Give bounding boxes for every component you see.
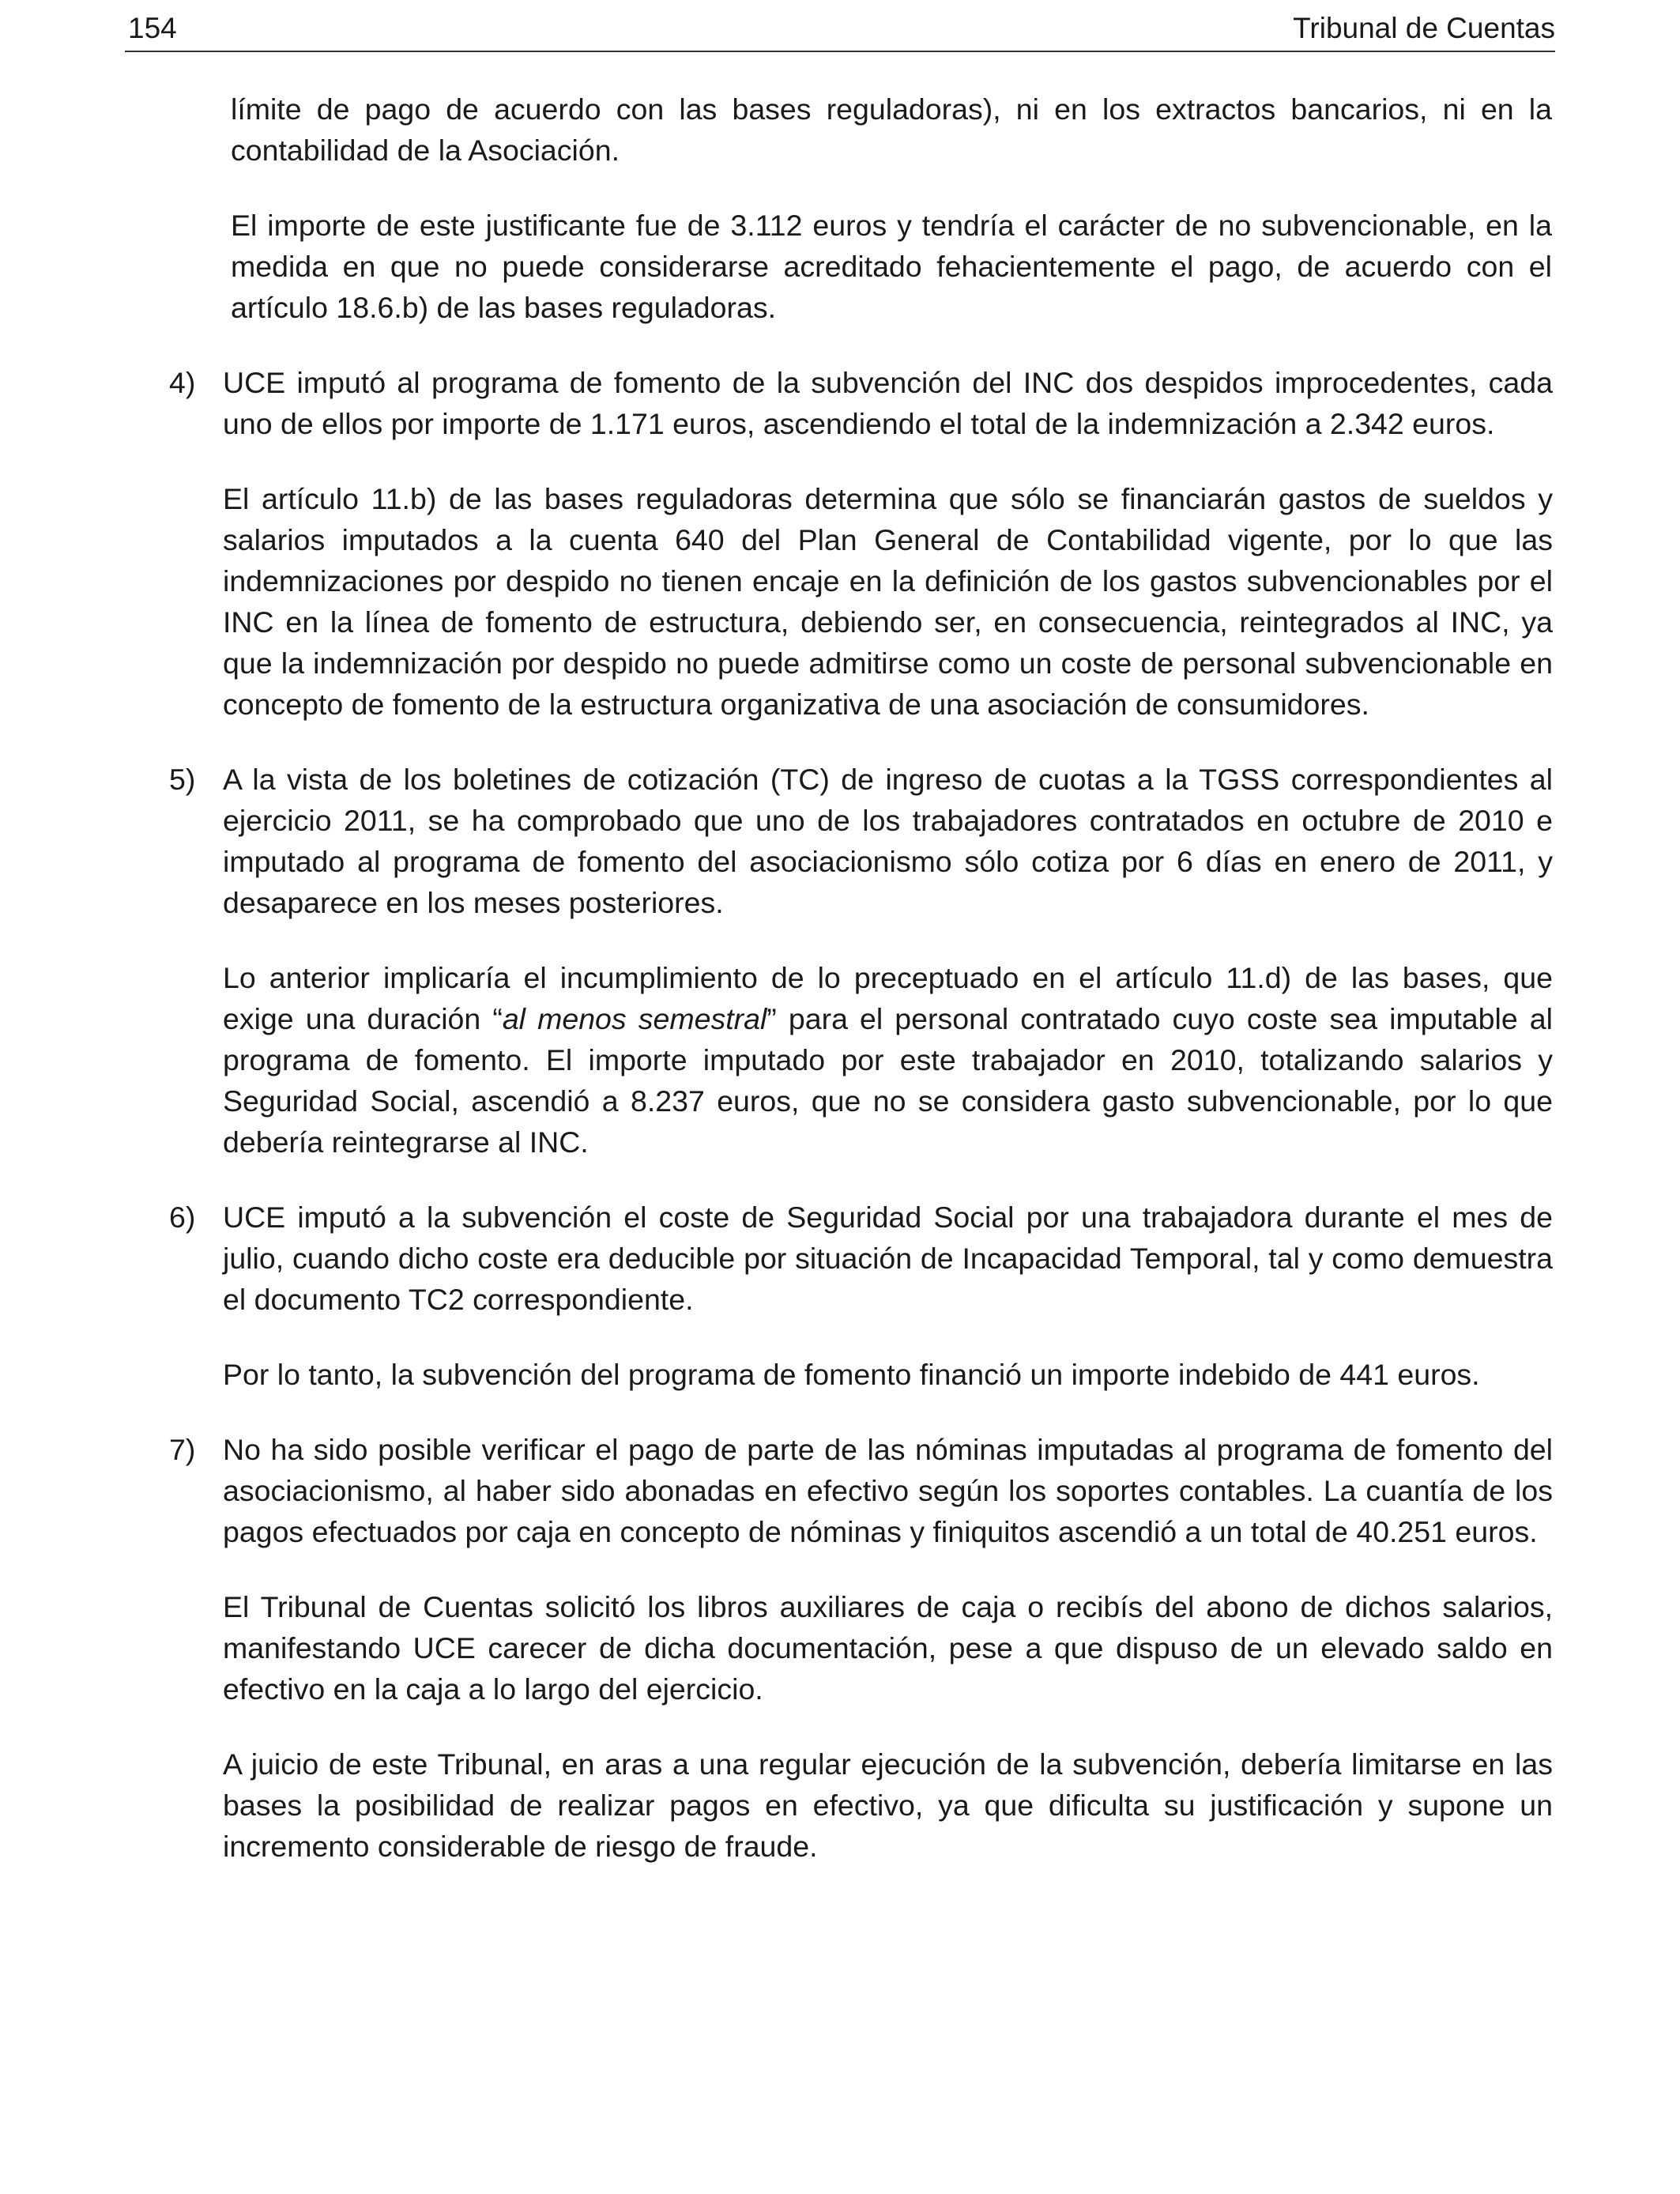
item-paragraph: A juicio de este Tribunal, en aras a una regular ejecución de la subvención, debería limitarse en las bases la posibilidad de realizar pagos en efectivo, ya que dificulta su justificación y supone un incremento considerable de riesgo de fraude. xyxy=(223,1747,1553,1863)
continuation-paragraph: límite de pago de acuerdo con las bases reguladoras), ni en los extractos bancarios, ni en la contabilidad de la Asociación. xyxy=(231,92,1552,167)
page-header xyxy=(125,11,1555,52)
item-paragraph: Por lo tanto, la subvención del programa de fomento financió un importe indebido de 441 euros. xyxy=(223,1358,1480,1391)
page-number: 154 xyxy=(128,12,177,44)
item-number: 4) xyxy=(169,366,196,399)
finding-item-4 xyxy=(166,362,1553,725)
text-segment: Lo anterior implicaría el incumplimiento de lo preceptuado en el artículo 11.d) de las bases, que exige una duración “ xyxy=(223,961,1553,1035)
item-paragraph: El Tribunal de Cuentas solicitó los libros auxiliares de caja o recibís del abono de dichos salarios, manifestando UCE carecer de dicha documentación, pese a que dispuso de un elevado saldo en efectivo en la caja a lo largo del ejercicio. xyxy=(223,1590,1553,1706)
item-number: 7) xyxy=(169,1433,196,1466)
item-paragraph: No ha sido posible verificar el pago de parte de las nóminas imputadas al programa de fomento del asociacionismo, al haber sido abonadas en efectivo según los soportes contables. La cuantía de los pagos efectuados por caja en concepto de nóminas y finiquitos ascendió a un total de 40.251 euros. xyxy=(223,1433,1553,1548)
finding-item-5 xyxy=(166,759,1553,1163)
finding-item-7 xyxy=(166,1429,1553,1867)
item-number: 6) xyxy=(169,1201,196,1234)
item-number: 5) xyxy=(169,763,196,796)
item-paragraph-mixed xyxy=(223,957,1553,1163)
text-segment: ” para el personal contratado cuyo coste sea imputable al programa de fomento. El importe imputado por este trabajador en 2010, totalizando salarios y Seguridad Social, ascendió a 8.237 euros, que no se considera gasto subvencionable, por lo que debería reintegrarse al INC. xyxy=(223,1002,1553,1159)
running-title: Tribunal de Cuentas xyxy=(1293,12,1555,44)
item-paragraph: UCE imputó a la subvención el coste de Seguridad Social por una trabajadora durante el mes de julio, cuando dicho coste era deducible por situación de Incapacidad Temporal, tal y como demuestra el documento TC2 correspondiente. xyxy=(223,1201,1553,1316)
document-body xyxy=(166,89,1553,1901)
item-paragraph: A la vista de los boletines de cotización (TC) de ingreso de cuotas a la TGSS correspondientes al ejercicio 2011, se ha comprobado que uno de los trabajadores contratados en octubre de 2010 e imputado al programa de fomento del asociacionismo sólo cotiza por 6 días en enero de 2011, y desaparece en los meses posteriores. xyxy=(223,763,1553,919)
continuation-paragraph: El importe de este justificante fue de 3.112 euros y tendría el carácter de no subvencionable, en la medida en que no puede considerarse acreditado fehacientemente el pago, de acuerdo con el artículo 18.6.b) de las bases reguladoras. xyxy=(231,209,1552,324)
italic-quote: al menos semestral xyxy=(502,1002,767,1035)
finding-item-6 xyxy=(166,1197,1553,1395)
item-paragraph: UCE imputó al programa de fomento de la subvención del INC dos despidos improcedentes, cada uno de ellos por importe de 1.171 euros, ascendiendo el total de la indemnización a 2.342 euros. xyxy=(223,366,1553,440)
item-paragraph: El artículo 11.b) de las bases reguladoras determina que sólo se financiarán gastos de sueldos y salarios imputados a la cuenta 640 del Plan General de Contabilidad vigente, por lo que las indemnizaciones por despido no tienen encaje en la definición de los gastos subvencionables por el INC en la línea de fomento de estructura, debiendo ser, en consecuencia, reintegrados al INC, ya que la indemnización por despido no puede admitirse como un coste de personal subvencionable en concepto de fomento de la estructura organizativa de una asociación de consumidores. xyxy=(223,482,1553,721)
